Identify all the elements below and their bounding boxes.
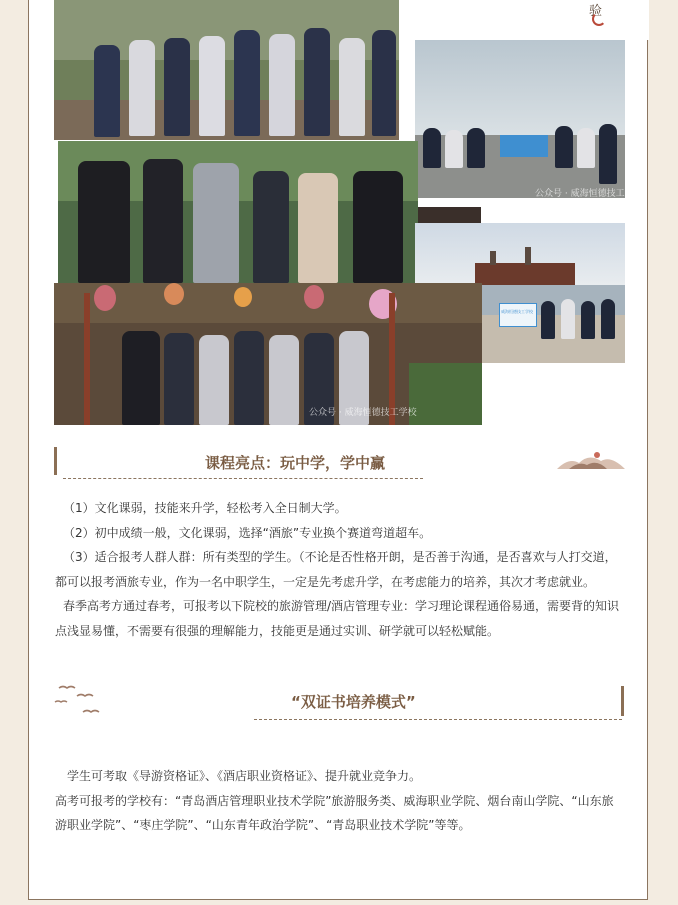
banner-school-name: 威海恒德技工学校 [501,309,533,314]
mountain-ornament-icon [557,449,625,471]
photo-group-selfie [58,141,418,283]
section2-accent-bar [621,686,624,716]
header-fragment-char: 验 [589,4,603,19]
point-3: （3）适合报考人群人群：所有类型的学生。（不论是否性格开朗，是否善于沟通，是否喜欢与人打交道，都可以报考酒旅专业，作为一名中职学生，一定是先考虑升学，在考虑能力的培养，其次才考虑就业。 [55,550,617,589]
section2-body [55,764,623,838]
section2-title: “双证书培养模式” [291,693,416,711]
photo-divider-strip [418,207,481,223]
photo-watermark-2: 公众号 · 威海恒德技工学校 [309,408,417,418]
schools-line: 高考可报考的学校有：“青岛酒店管理职业技术学院”旅游服务类、威海职业学院、烟台南山学院、“山东旅游职业学院”、“枣庄学院”、“山东青年政治学院”、“青岛职业技术学院”等等。 [55,793,614,832]
section1-dashed-line [63,478,423,479]
article-card [28,0,648,900]
header-blank [475,0,649,40]
certificates-line: 学生可考取《导游资格证》、《酒店职业资格证》、提升就业竞争力。 [67,769,422,783]
point-2: （2）初中成绩一般，文化课弱，选择“酒旅”专业换个赛道弯道超车。 [63,525,432,540]
photo-watermark: 公众号 · 威海恒德技工学校 [535,189,643,199]
photo-seaside-birds [415,40,643,199]
section2-dashed-line [254,719,622,720]
section1-title: 课程亮点：玩中学，学中赢 [205,454,386,472]
photo-lantern-garden [54,283,482,425]
section1-accent-bar [54,447,57,475]
header-swirl-icon [592,12,606,26]
section1-body [55,496,623,643]
birds-ornament-icon [53,684,105,718]
point-1: （1）文化课弱，技能来升学，轻松考入全日制大学。 [63,501,347,515]
point-4: 春季高考方通过春考，可报考以下院校的旅游管理/酒店管理专业：学习理论课程通俗易通，需要背的知识点浅显易懂，不需要有很强的理解能力，技能更是通过实训、研学就可以轻松赋能。 [55,599,620,638]
photo-group-garden [54,0,399,140]
